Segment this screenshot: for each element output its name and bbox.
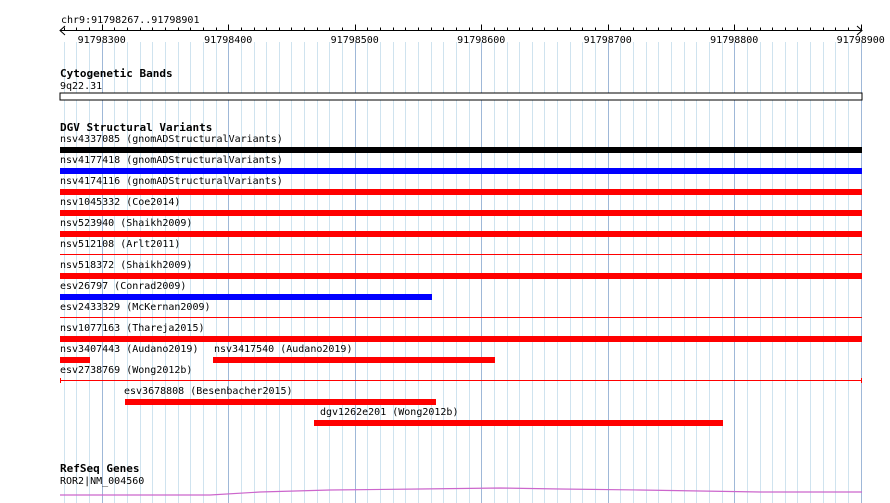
dgv-feature-label[interactable]: nsv512108 (Arlt2011) bbox=[60, 239, 181, 250]
dgv-feature-label[interactable]: nsv1077163 (Thareja2015) bbox=[60, 323, 205, 334]
ruler-tick-label: 91798400 bbox=[204, 35, 253, 46]
ruler-tick-label: 91798700 bbox=[583, 35, 632, 46]
ruler-tick-label: 91798600 bbox=[457, 35, 506, 46]
ruler-tick-label: 91798800 bbox=[710, 35, 759, 46]
refseq-track-title[interactable]: RefSeq Genes bbox=[60, 462, 140, 475]
dgv-feature-label[interactable]: nsv3407443 (Audano2019) bbox=[60, 344, 199, 355]
dgv-feature-label[interactable]: esv3678808 (Besenbacher2015) bbox=[124, 386, 293, 397]
dgv-feature-label[interactable]: nsv1045332 (Coe2014) bbox=[60, 197, 181, 208]
cytoband-label: 9q22.31 bbox=[60, 81, 103, 92]
refseq-gene-label[interactable]: ROR2|NM_004560 bbox=[60, 476, 145, 487]
dgv-feature-label[interactable]: esv2433329 (McKernan2009) bbox=[60, 302, 211, 313]
dgv-feature-label[interactable]: nsv4174116 (gnomADStructuralVariants) bbox=[60, 176, 283, 187]
dgv-feature-label[interactable]: nsv518372 (Shaikh2009) bbox=[60, 260, 193, 271]
dgv-feature-label[interactable]: esv26797 (Conrad2009) bbox=[60, 281, 187, 292]
dgv-feature-label[interactable]: esv2738769 (Wong2012b) bbox=[60, 365, 193, 376]
dgv-feature-label[interactable]: nsv4337085 (gnomADStructuralVariants) bbox=[60, 134, 283, 145]
dgv-track-title[interactable]: DGV Structural Variants bbox=[60, 121, 213, 134]
dgv-feature-label[interactable]: dgv1262e201 (Wong2012b) bbox=[320, 407, 459, 418]
dgv-feature-label[interactable]: nsv4177418 (gnomADStructuralVariants) bbox=[60, 155, 283, 166]
ruler-tick-label: 91798900 bbox=[836, 35, 885, 46]
cytoband-track-title[interactable]: Cytogenetic Bands bbox=[60, 67, 173, 80]
ruler-tick-label: 91798300 bbox=[77, 35, 126, 46]
ruler-tick-label: 91798500 bbox=[330, 35, 379, 46]
dgv-feature-label[interactable]: nsv3417540 (Audano2019) bbox=[214, 344, 353, 355]
refseq-intron-line bbox=[60, 488, 862, 495]
dgv-feature-label[interactable]: nsv523940 (Shaikh2009) bbox=[60, 218, 193, 229]
region-label: chr9:91798267..91798901 bbox=[61, 15, 200, 26]
